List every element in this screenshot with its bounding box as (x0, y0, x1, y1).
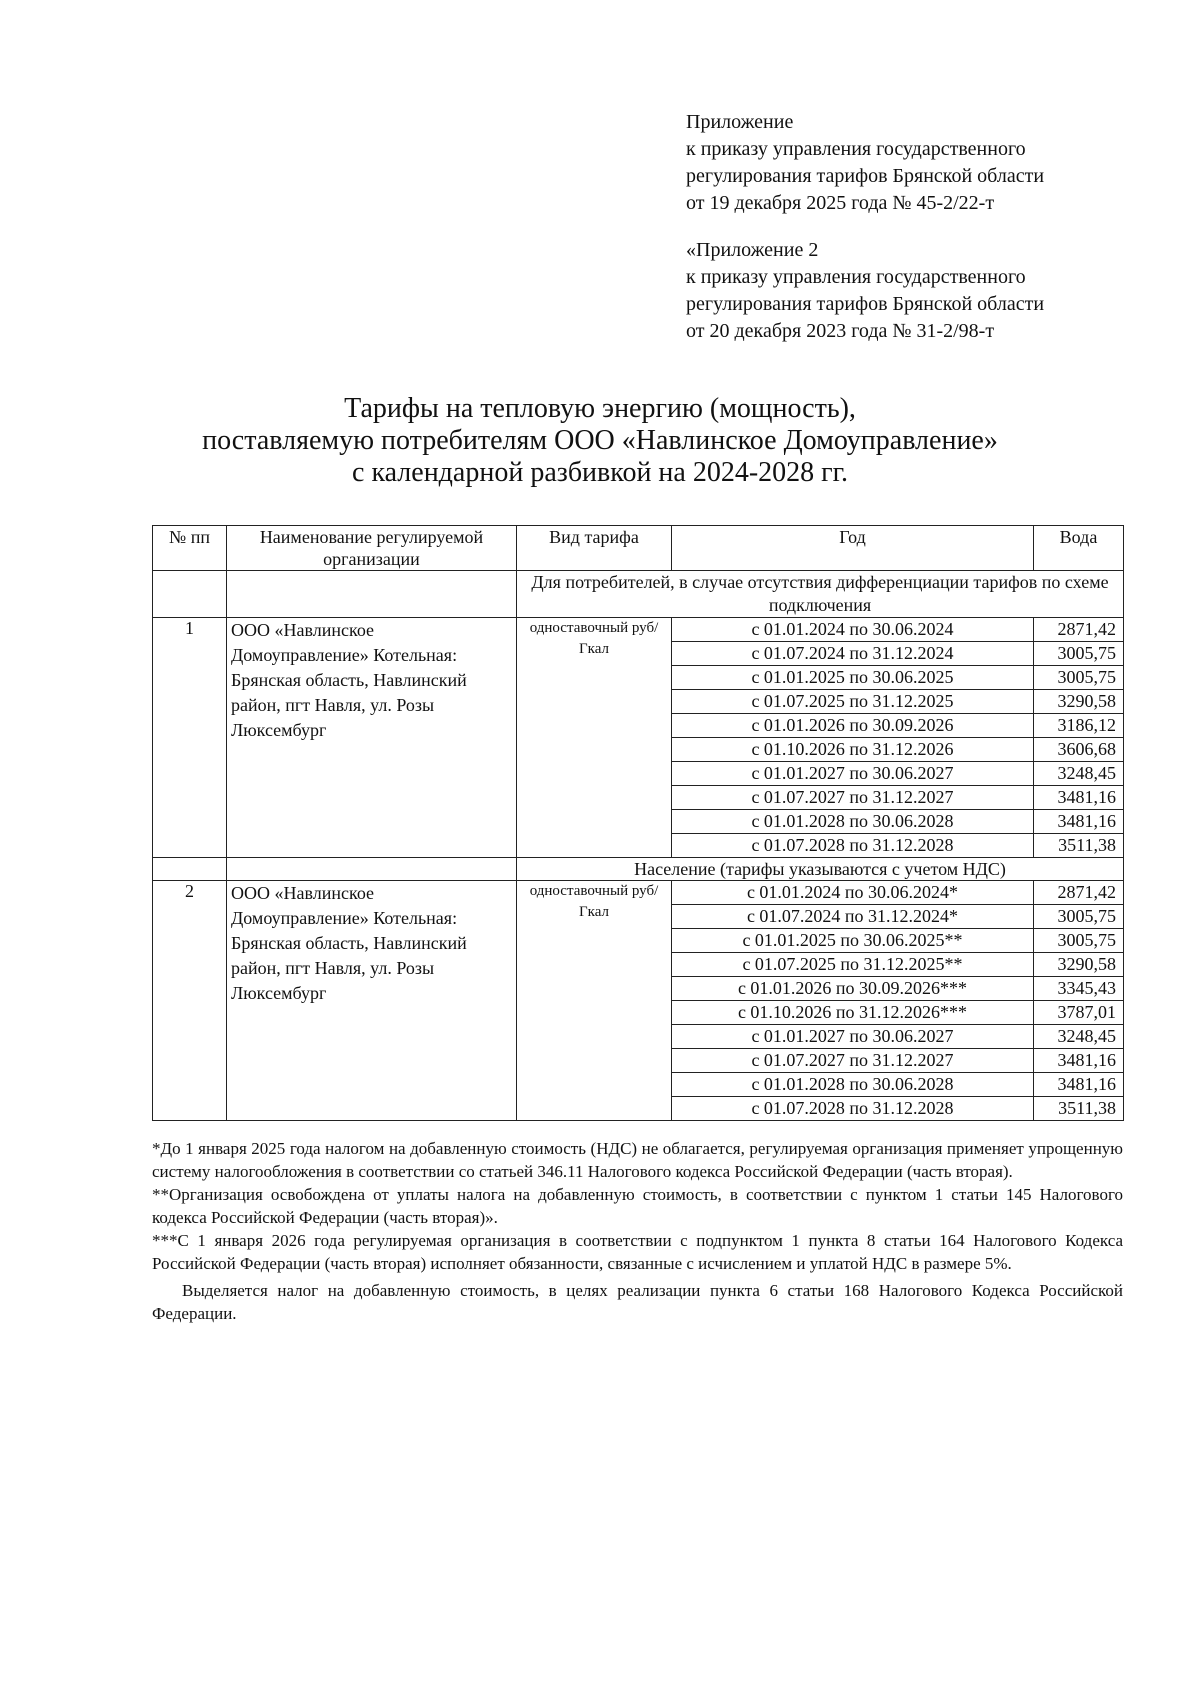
water-value-cell: 3248,45 (1034, 762, 1124, 786)
period-cell: с 01.01.2028 по 30.06.2028 (672, 810, 1034, 834)
period-cell: с 01.01.2024 по 30.06.2024 (672, 618, 1034, 642)
water-value-cell: 3005,75 (1034, 666, 1124, 690)
water-value-cell: 3345,43 (1034, 977, 1124, 1001)
appendix-2-line: к приказу управления государственного (686, 266, 1026, 288)
appendix-1-line: регулирования тарифов Брянской области (686, 165, 1045, 187)
header-year: Год (672, 526, 1034, 571)
appendix-1-line: Приложение (686, 111, 794, 133)
period-cell: с 01.01.2027 по 30.06.2027 (672, 1025, 1034, 1049)
water-value-cell: 3481,16 (1034, 1073, 1124, 1097)
section-2-number: 2 (153, 881, 227, 1121)
section-1-organization: ООО «Навлинское Домоуправление» Котельная: Брянская область, Навлинский район, пгт Навля, ул. Розы Люксембург (227, 618, 517, 858)
appendix-header-2 (686, 237, 1166, 345)
empty-cell (227, 858, 517, 881)
empty-cell (153, 858, 227, 881)
appendix-2-line: от 20 декабря 2023 года № 31-2/98-т (686, 320, 995, 342)
section-2-organization: ООО «Навлинское Домоуправление» Котельная: Брянская область, Навлинский район, пгт Навля, ул. Розы Люксембург (227, 881, 517, 1121)
title-line: поставляемую потребителям ООО «Навлинское Домоуправление» (202, 425, 998, 456)
water-value-cell: 3511,38 (1034, 1097, 1124, 1121)
empty-cell (153, 571, 227, 618)
footnotes (152, 1137, 1123, 1325)
document-title (0, 393, 1200, 489)
footnote-3: ***С 1 января 2026 года регулируемая организация в соответствии с подпунктом 1 пункта 8 статьи 164 Налогового Кодекса Российской Федерации (часть вторая) исполняет обязанности, связанные с исчислением и уплатой НДС в размере 5%. (152, 1231, 1123, 1273)
period-cell: с 01.01.2026 по 30.09.2026*** (672, 977, 1034, 1001)
empty-cell (227, 571, 517, 618)
table-header-row (153, 526, 1124, 571)
water-value-cell: 3787,01 (1034, 1001, 1124, 1025)
period-cell: с 01.01.2025 по 30.06.2025 (672, 666, 1034, 690)
header-type: Вид тарифа (517, 526, 672, 571)
footnote-2: **Организация освобождена от уплаты налога на добавленную стоимость, в соответствии с пунктом 1 статьи 145 Налогового кодекса Российской Федерации (часть вторая)». (152, 1185, 1123, 1227)
period-cell: с 01.07.2024 по 31.12.2024 (672, 642, 1034, 666)
period-cell: с 01.01.2024 по 30.06.2024* (672, 881, 1034, 905)
appendix-1-line: от 19 декабря 2025 года № 45-2/22-т (686, 192, 995, 214)
period-cell: с 01.07.2027 по 31.12.2027 (672, 1049, 1034, 1073)
period-cell: с 01.07.2025 по 31.12.2025** (672, 953, 1034, 977)
header-water: Вода (1034, 526, 1124, 571)
footnote-4: Выделяется налог на добавленную стоимость, в целях реализации пункта 6 статьи 168 Налогового Кодекса Российской Федерации. (152, 1281, 1123, 1323)
period-cell: с 01.01.2028 по 30.06.2028 (672, 1073, 1034, 1097)
water-value-cell: 3290,58 (1034, 953, 1124, 977)
water-value-cell: 3248,45 (1034, 1025, 1124, 1049)
section-1-number: 1 (153, 618, 227, 858)
water-value-cell: 3290,58 (1034, 690, 1124, 714)
water-value-cell: 3005,75 (1034, 905, 1124, 929)
section-2-subheader-row (153, 858, 1124, 881)
water-value-cell: 3481,16 (1034, 786, 1124, 810)
header-num: № пп (153, 526, 227, 571)
water-value-cell: 3511,38 (1034, 834, 1124, 858)
water-value-cell: 3186,12 (1034, 714, 1124, 738)
water-value-cell: 3606,68 (1034, 738, 1124, 762)
period-cell: с 01.10.2026 по 31.12.2026 (672, 738, 1034, 762)
period-cell: с 01.01.2026 по 30.09.2026 (672, 714, 1034, 738)
period-cell: с 01.07.2024 по 31.12.2024* (672, 905, 1034, 929)
water-value-cell: 3481,16 (1034, 810, 1124, 834)
period-cell: с 01.01.2025 по 30.06.2025** (672, 929, 1034, 953)
section-1-subheader-row (153, 571, 1124, 618)
period-cell: с 01.07.2028 по 31.12.2028 (672, 1097, 1034, 1121)
section-1-subheader: Для потребителей, в случае отсутствия дифференциации тарифов по схеме подключения (517, 571, 1124, 618)
water-value-cell: 3005,75 (1034, 642, 1124, 666)
period-cell: с 01.07.2028 по 31.12.2028 (672, 834, 1034, 858)
appendix-2-line: регулирования тарифов Брянской области (686, 293, 1045, 315)
water-value-cell: 3481,16 (1034, 1049, 1124, 1073)
water-value-cell: 2871,42 (1034, 881, 1124, 905)
period-cell: с 01.07.2025 по 31.12.2025 (672, 690, 1034, 714)
appendix-2-line: «Приложение 2 (686, 239, 819, 261)
appendix-header-1 (686, 109, 1166, 217)
tariff-table (152, 525, 1124, 1121)
section-2-subheader: Население (тарифы указываются с учетом НДС) (517, 858, 1124, 881)
period-cell: с 01.10.2026 по 31.12.2026*** (672, 1001, 1034, 1025)
section-2-tariff-type: одноставочный руб/Гкал (517, 881, 672, 1121)
period-cell: с 01.07.2027 по 31.12.2027 (672, 786, 1034, 810)
table-row (153, 881, 1124, 905)
appendix-1-line: к приказу управления государственного (686, 138, 1026, 160)
footnote-1: *До 1 января 2025 года налогом на добавленную стоимость (НДС) не облагается, регулируемая организация применяет упрощенную систему налогообложения в соответствии со статьей 346.11 Налогового кодекса Российской Федерации (часть вторая). (152, 1139, 1123, 1181)
water-value-cell: 2871,42 (1034, 618, 1124, 642)
table-row (153, 618, 1124, 642)
header-org: Наименование регулируемой организации (227, 526, 517, 571)
title-line: Тарифы на тепловую энергию (мощность), (344, 393, 856, 424)
section-1-tariff-type: одноставочный руб/Гкал (517, 618, 672, 858)
period-cell: с 01.01.2027 по 30.06.2027 (672, 762, 1034, 786)
water-value-cell: 3005,75 (1034, 929, 1124, 953)
title-line: с календарной разбивкой на 2024-2028 гг. (352, 457, 848, 488)
